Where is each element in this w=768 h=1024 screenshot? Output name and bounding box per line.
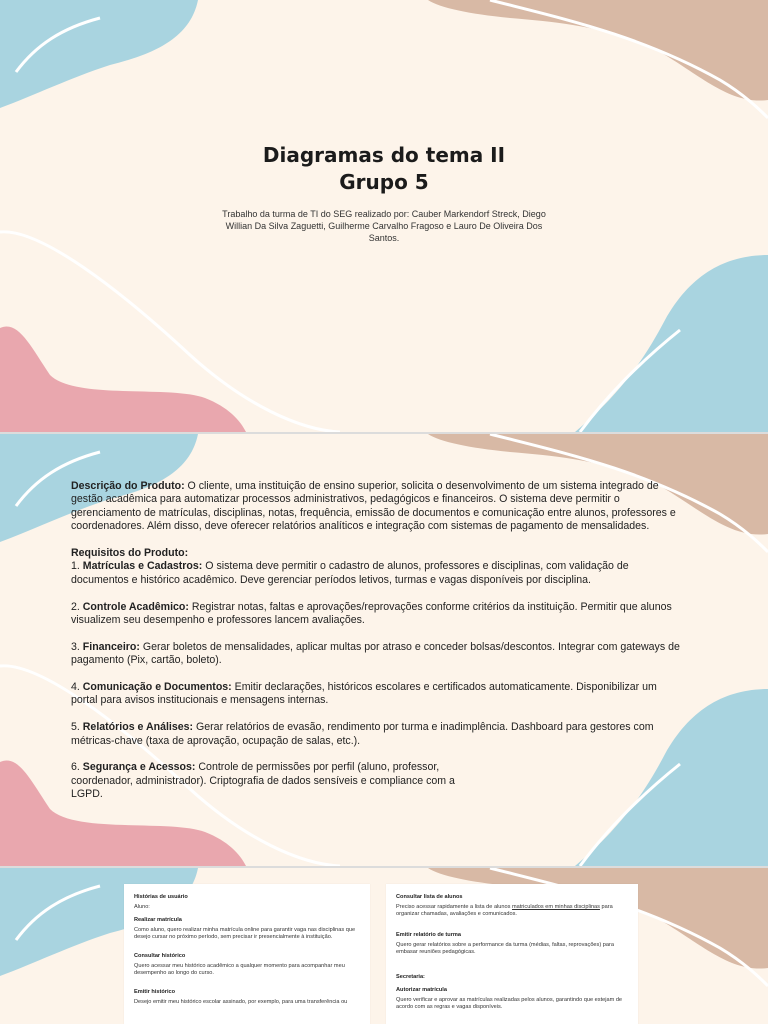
story-heading: Emitir relatório de turma — [396, 932, 461, 938]
requirement-label: Segurança e Acessos: — [82, 761, 196, 774]
requirement-item — [71, 761, 461, 801]
requirement-item — [71, 560, 683, 587]
title-block — [184, 142, 584, 244]
requirement-text: O sistema deve permitir o cadastro de alunos, professores e disciplinas, com validação de documentos e histórico acadêmico. Deve gerenciar períodos letivos, turmas e vagas disponíveis por disciplina. — [71, 560, 629, 586]
requirement-item — [71, 681, 683, 708]
description-content — [71, 480, 683, 815]
requirement-label: Controle Acadêmico: — [82, 600, 189, 613]
user-stories-document-left — [124, 884, 370, 1024]
requirement-number: 1. — [71, 560, 83, 573]
story-text — [396, 904, 628, 918]
story-text-underlined: matriculados em minhas disciplinas — [511, 904, 600, 910]
requirement-item — [71, 721, 683, 748]
requirement-label: Financeiro: — [82, 640, 140, 653]
requirement-label: Relatórios e Análises: — [82, 721, 194, 734]
requirement-number: 6. — [71, 761, 83, 774]
requirement-text: Gerar boletos de mensalidades, aplicar multas por atraso e conceder bolsas/descontos. Integrar com gateways de pagamento (Pix, cartão, boleto). — [71, 640, 680, 667]
user-stories-document-right — [386, 884, 638, 1024]
slide-user-stories — [0, 868, 768, 1024]
requirements-heading: Requisitos do Produto: — [71, 547, 189, 560]
story-heading: Emitir histórico — [134, 989, 176, 995]
role-label: Secretaria: — [396, 974, 425, 980]
page-subtitle-group: Grupo 5 — [339, 170, 429, 194]
doc-title: Histórias de usuário — [134, 894, 188, 900]
requirement-label: Matrículas e Cadastros: — [82, 560, 203, 573]
requirement-text: Controle de permissões por perfil (aluno, professor, coordenador, administrador). Criptografia de dados sensíveis e compliance com a LGPD. — [71, 761, 455, 801]
story-text: Quero acessar meu histórico acadêmico a qualquer momento para acompanhar meu desempenho ao longo do curso. — [134, 963, 345, 976]
requirements-list — [71, 547, 683, 802]
story-text-part: para organizar chamadas, avaliações e comunicados. — [396, 904, 613, 917]
product-description — [71, 480, 683, 534]
requirement-text: Gerar relatórios de evasão, rendimento por turma e inadimplência. Dashboard para gestores com métricas-chave (taxa de aprovação, ocupação de salas, etc.). — [71, 721, 654, 747]
requirement-number: 3. — [71, 640, 83, 653]
story-heading: Consultar histórico — [134, 953, 186, 959]
story-heading: Autorizar matrícula — [396, 987, 447, 993]
requirement-item — [71, 601, 683, 628]
story-heading: Realizar matrícula — [134, 917, 182, 923]
story-text: Quero verificar e aprovar as matrículas realizadas pelos alunos, garantindo que estejam de acordo com as regras e vagas disponíveis. — [396, 997, 623, 1010]
requirement-label: Comunicação e Documentos: — [82, 681, 232, 694]
requirement-number: 5. — [71, 721, 83, 734]
blue-blob-bottom-right — [575, 255, 768, 432]
requirement-number: 2. — [71, 600, 83, 613]
requirement-item — [71, 641, 683, 668]
story-text: Quero gerar relatórios sobre a performance da turma (médias, faltas, reprovações) para embasar reuniões pedagógicas. — [396, 942, 614, 955]
role-label: Aluno: — [134, 904, 150, 910]
story-text-part: Preciso acessar rapidamente a lista de alunos — [396, 904, 512, 910]
decorative-shapes — [0, 868, 768, 1024]
page-title: Diagramas do tema II — [262, 143, 506, 167]
story-text: Como aluno, quero realizar minha matrícula online para garantir vaga nas disciplinas que desejo cursar no próximo período, sem precisar ir presencialmente à instituição. — [134, 927, 356, 940]
description-text: O cliente, uma instituição de ensino superior, solicita o desenvolvimento de um sistema integrado de gestão acadêmica para automatizar processos administrativos, pedagógicos e financeiros. O sistema deve permitir o gerenciamento de matrículas, disciplinas, notas, frequência, emissão de documentos e comunicação entre alunos, professores e coordenadores. Além disso, deve oferecer relatórios analíticos e integração com sistemas de pagamento de mensalidades. — [71, 480, 676, 533]
tan-blob-top-right — [428, 0, 768, 101]
story-heading: Consultar lista de alunos — [396, 894, 463, 900]
slide-description — [0, 434, 768, 866]
requirement-text: Emitir declarações, históricos escolares e certificados automaticamente. Disponibilizar um portal para avisos institucionais e mensagens internas. — [71, 681, 657, 707]
story-text: Desejo emitir meu histórico escolar assinado, por exemplo, para uma transferência ou — [134, 999, 348, 1005]
pink-blob-bottom-left — [0, 326, 246, 432]
requirement-number: 4. — [71, 681, 83, 694]
authors-text: Trabalho da turma de TI do SEG realizado por: Cauber Markendorf Streck, Diego Willian Da Silva Zaguetti, Guilherme Carvalho Fragoso e Lauro De Oliveira Dos Santos. — [222, 209, 546, 243]
description-label: Descrição do Produto: — [71, 480, 185, 492]
slide-title — [0, 0, 768, 432]
requirement-text: Registrar notas, faltas e aprovações/reprovações conforme critérios da instituição. Permitir que alunos visualizem seu desempenho e professores lancem avaliações. — [71, 600, 672, 627]
